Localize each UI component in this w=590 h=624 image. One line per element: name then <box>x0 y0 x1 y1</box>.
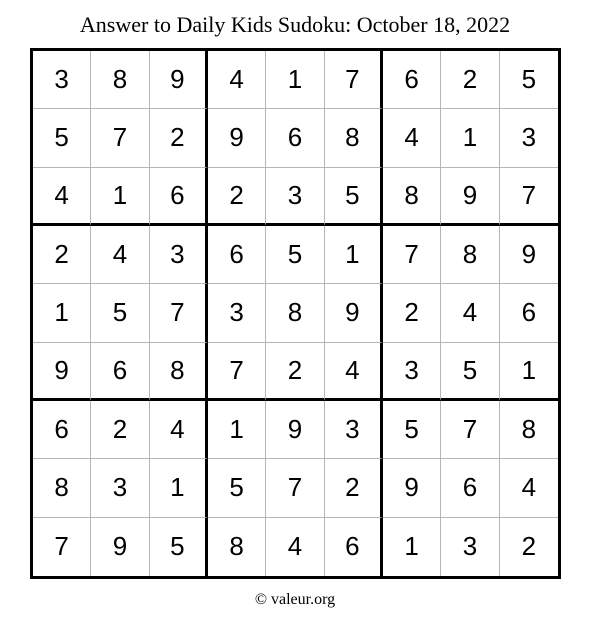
copyright-footer: © valeur.org <box>254 591 336 608</box>
sudoku-cell-r2-c3: 2 <box>150 109 208 167</box>
sudoku-cell-r5-c2: 5 <box>91 284 149 342</box>
sudoku-cell-r9-c1: 7 <box>33 518 91 576</box>
sudoku-cell-r4-c2: 4 <box>91 226 149 284</box>
sudoku-cell-r7-c7: 5 <box>383 401 441 459</box>
sudoku-cell-r8-c3: 1 <box>150 459 208 517</box>
sudoku-cell-r1-c1: 3 <box>33 51 91 109</box>
sudoku-cell-r4-c7: 7 <box>383 226 441 284</box>
sudoku-cell-r9-c4: 8 <box>208 518 266 576</box>
sudoku-cell-r7-c1: 6 <box>33 401 91 459</box>
sudoku-cell-r8-c2: 3 <box>91 459 149 517</box>
sudoku-cell-r5-c4: 3 <box>208 284 266 342</box>
sudoku-cell-r7-c8: 7 <box>441 401 499 459</box>
sudoku-cell-r1-c4: 4 <box>208 51 266 109</box>
sudoku-cell-r8-c5: 7 <box>266 459 324 517</box>
sudoku-cell-r7-c3: 4 <box>150 401 208 459</box>
sudoku-cell-r2-c6: 8 <box>325 109 383 167</box>
sudoku-cell-r2-c2: 7 <box>91 109 149 167</box>
sudoku-cell-r3-c5: 3 <box>266 168 324 226</box>
sudoku-cell-r4-c4: 6 <box>208 226 266 284</box>
sudoku-cell-r2-c4: 9 <box>208 109 266 167</box>
sudoku-cell-r4-c3: 3 <box>150 226 208 284</box>
sudoku-cell-r5-c5: 8 <box>266 284 324 342</box>
sudoku-cell-r3-c6: 5 <box>325 168 383 226</box>
sudoku-cell-r6-c9: 1 <box>500 343 558 401</box>
sudoku-cell-r3-c7: 8 <box>383 168 441 226</box>
sudoku-cell-r8-c8: 6 <box>441 459 499 517</box>
sudoku-cell-r1-c5: 1 <box>266 51 324 109</box>
sudoku-cell-r6-c3: 8 <box>150 343 208 401</box>
sudoku-cell-r7-c4: 1 <box>208 401 266 459</box>
sudoku-cell-r1-c7: 6 <box>383 51 441 109</box>
sudoku-cell-r3-c4: 2 <box>208 168 266 226</box>
sudoku-cell-r1-c8: 2 <box>441 51 499 109</box>
sudoku-cell-r6-c2: 6 <box>91 343 149 401</box>
sudoku-cell-r5-c6: 9 <box>325 284 383 342</box>
sudoku-cell-r4-c8: 8 <box>441 226 499 284</box>
sudoku-cell-r4-c9: 9 <box>500 226 558 284</box>
sudoku-cell-r9-c3: 5 <box>150 518 208 576</box>
sudoku-cell-r1-c6: 7 <box>325 51 383 109</box>
sudoku-cell-r9-c6: 6 <box>325 518 383 576</box>
sudoku-cell-r2-c1: 5 <box>33 109 91 167</box>
sudoku-cell-r7-c9: 8 <box>500 401 558 459</box>
sudoku-cell-r8-c7: 9 <box>383 459 441 517</box>
sudoku-cell-r3-c9: 7 <box>500 168 558 226</box>
sudoku-cell-r9-c5: 4 <box>266 518 324 576</box>
sudoku-cell-r4-c5: 5 <box>266 226 324 284</box>
sudoku-cell-r8-c1: 8 <box>33 459 91 517</box>
sudoku-cell-r6-c5: 2 <box>266 343 324 401</box>
sudoku-board <box>30 48 561 579</box>
sudoku-cell-r9-c2: 9 <box>91 518 149 576</box>
sudoku-cell-r5-c8: 4 <box>441 284 499 342</box>
sudoku-cell-r3-c3: 6 <box>150 168 208 226</box>
sudoku-cell-r3-c8: 9 <box>441 168 499 226</box>
puzzle-title: Answer to Daily Kids Sudoku: October 18, 2022 <box>79 12 511 37</box>
sudoku-cell-r9-c9: 2 <box>521 531 537 562</box>
sudoku-cell-r2-c9: 3 <box>500 109 558 167</box>
sudoku-cell-r5-c3: 7 <box>150 284 208 342</box>
sudoku-cell-r9-c7: 1 <box>383 518 441 576</box>
sudoku-cell-r5-c7: 2 <box>383 284 441 342</box>
sudoku-cell-r6-c8: 5 <box>441 343 499 401</box>
sudoku-cell-r2-c8: 1 <box>441 109 499 167</box>
sudoku-cell-r4-c6: 1 <box>325 226 383 284</box>
sudoku-cell-r1-c9: 5 <box>500 51 558 109</box>
sudoku-cell-r1-c3: 9 <box>150 51 208 109</box>
sudoku-cell-r8-c9: 4 <box>500 459 558 517</box>
sudoku-cell-r7-c5: 9 <box>266 401 324 459</box>
sudoku-cell-r3-c1: 4 <box>33 168 91 226</box>
sudoku-cell-r2-c5: 6 <box>266 109 324 167</box>
sudoku-cell-r6-c1: 9 <box>33 343 91 401</box>
sudoku-cell-r5-c1: 1 <box>33 284 91 342</box>
sudoku-cell-r6-c4: 7 <box>208 343 266 401</box>
sudoku-cell-r5-c9: 6 <box>500 284 558 342</box>
sudoku-cell-r1-c2: 8 <box>91 51 149 109</box>
sudoku-cell-r3-c2: 1 <box>91 168 149 226</box>
sudoku-cell-r7-c6: 3 <box>325 401 383 459</box>
sudoku-cell-r6-c7: 3 <box>383 343 441 401</box>
sudoku-cell-r7-c2: 2 <box>91 401 149 459</box>
sudoku-cell-r8-c4: 5 <box>208 459 266 517</box>
sudoku-cell-r9-c8: 3 <box>441 518 499 576</box>
sudoku-cell-r4-c1: 2 <box>33 226 91 284</box>
sudoku-cell-r2-c7: 4 <box>383 109 441 167</box>
sudoku-cell-r6-c6: 4 <box>325 343 383 401</box>
sudoku-cell-r8-c6: 2 <box>325 459 383 517</box>
